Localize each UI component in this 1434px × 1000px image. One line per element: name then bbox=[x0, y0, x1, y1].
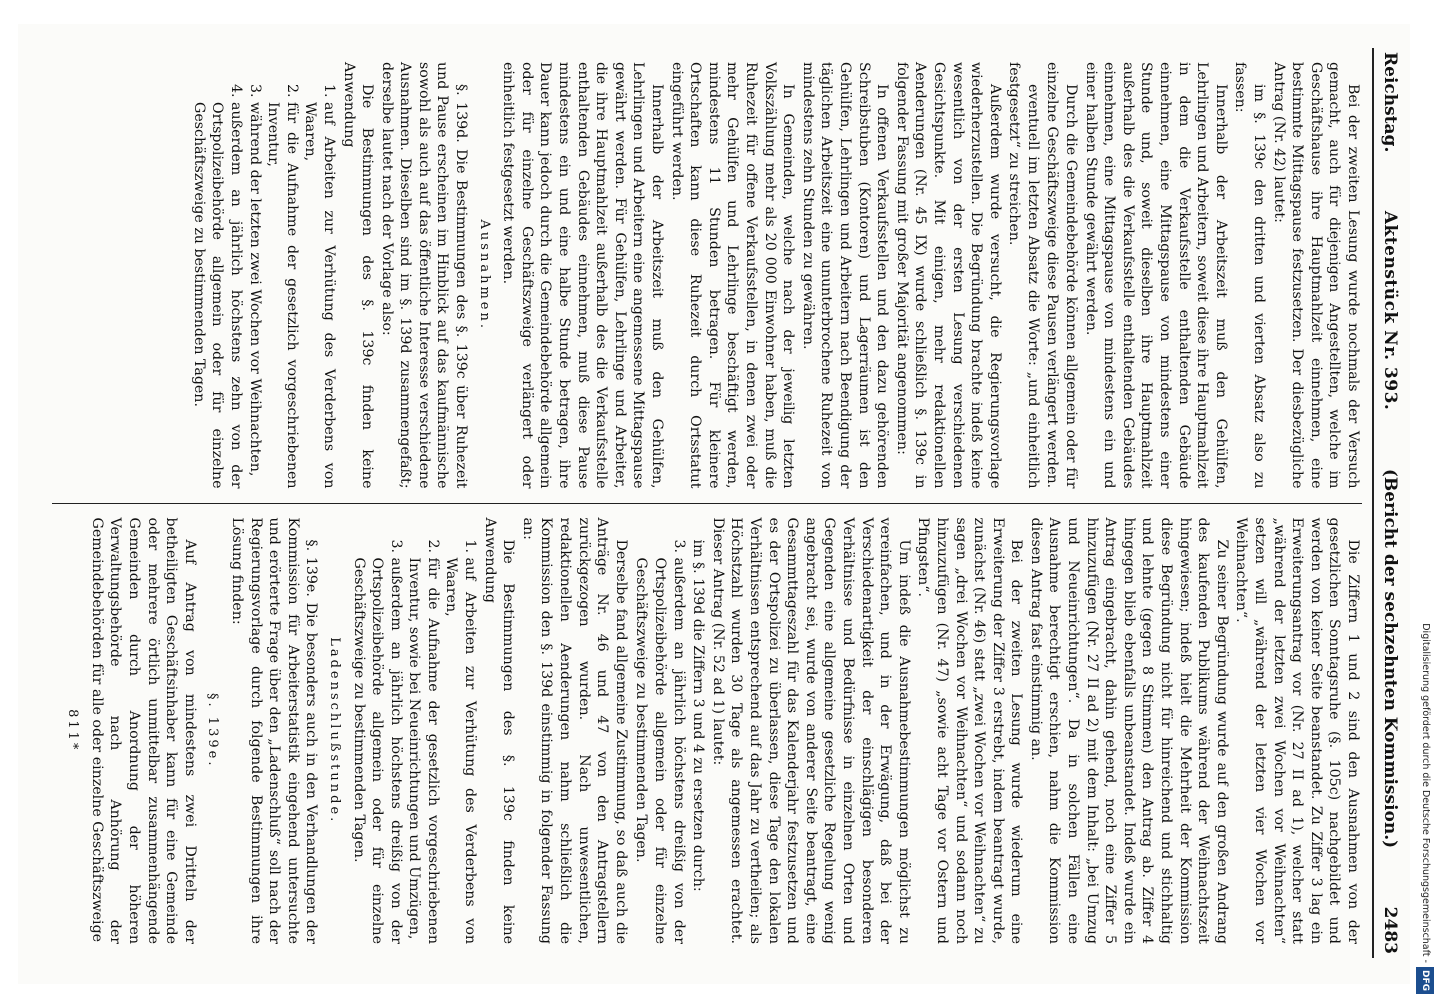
dfg-logo: DFG bbox=[1416, 967, 1434, 994]
paragraph: Die Bestimmungen des §. 139c finden keine Anwendung bbox=[481, 517, 517, 944]
paragraph-heading: §. 139e. bbox=[205, 693, 221, 769]
list-item: 2. für die Aufnahme der gesetzlich vorgeschriebenen Inventur, sowie bei Neueinrichtungen und Umzügen, bbox=[405, 558, 442, 945]
right-column bbox=[52, 504, 1362, 959]
paragraph: Zu seiner Begründung wurde auf den großen Andrang des kaufenden Publikums während der Weihnachtszeit hingewiesen; indeß hielt die Mehrheit der Kommission diese Begründung nicht für hinreichend und stichhaltig und lehnte (gegen 8 Stimmen) den Antrag ab. Ziffer 4 hingegen blieb ebenfalls unbeanstandet. Indeß wurde ein Antrag eingebracht, dahin gehend, noch eine Ziffer 5 hinzuzufügen (Nr. 27 II ad 2) mit dem Inhalt: „bei Umzug und Neueinrichtungen“. Da in solchen Fällen eine Ausnahme berechtigt erschien, nahm die Kommission diesen Antrag fast einstimmig an. bbox=[1027, 517, 1230, 944]
page-header bbox=[1372, 48, 1400, 958]
header-left: Reichstag. bbox=[1380, 52, 1400, 153]
list-item: 1. auf Arbeiten zur Verhütung des Verderbens von Waaren, bbox=[442, 558, 479, 945]
header-report-title: (Bericht der sechzehnten Kommission.) bbox=[1380, 468, 1400, 849]
list-item: 2. für die Aufnahme der gesetzlich vorgeschriebenen Inventur, bbox=[264, 102, 301, 489]
paragraph: im §. 139d die Ziffern 3 und 4 zu ersetzen durch: bbox=[690, 539, 707, 892]
paragraph: Innerhalb der Arbeitszeit muß den Gehülfen, Lehrlingen und Arbeitern eine angemessene Mittagspause gewährt werden. Für Gehülfen, Lehrlinge und Arbeiter, die ihre Hauptmahlzeit außerhalb des die Verkaufsstelle enthaltenden Gebäudes einnehmen, muß diese Pause mindestens ein und eine halbe Stunde betragen, ihre Dauer kann jedoch durch die Gemeindebehörde allgemein oder für einzelne Geschäftszweige verlängert oder einheitlich festgesetzt werden. bbox=[500, 62, 666, 489]
list-item: 3. während der letzten zwei Wochen vor Weihnachten, bbox=[245, 102, 264, 489]
scanned-page bbox=[18, 24, 1410, 984]
paragraph: §. 139e. Die besonders auch in den Verhandlungen der Kommission für Arbeiterstatistik eingehend untersuchte und erörterte Frage über den „Ladenschluß“ soll nach der Regierungsvorlage durch folgende Bestimmungen ihre Lösung finden: bbox=[228, 517, 320, 944]
paragraph: Derselbe fand allgemeine Zustimmung, so daß auch die Anträge Nr. 46 und 47 von den Antragstellern zurückgezogen wurden. Nach unwesentlichen, redaktionellen Aenderungen nahm schließlich die Kommission den §. 139d einstimmig in folgender Fassung an: bbox=[519, 517, 629, 944]
paragraph: Durch die Gemeindebehörde können allgemein oder für einzelne Geschäftszweige diese Pausen verlängert werden. bbox=[1044, 62, 1080, 489]
paragraph: Außerdem wurde versucht, die Regierungsvorlage wiederherzustellen. Die Begründung brachte indeß keine wesentlich von der ersten Lesung verschiedenen Gesichtspunkte. Mit einigen, mehr redaktionellen Aenderungen (Nr. 45 IX) wurde schließlich §. 139c in folgender Fassung mit großer Majorität angenommen: bbox=[893, 62, 1003, 489]
paragraph: Bei der zweiten Lesung wurde nochmals der Versuch gemacht, auch für diejenigen Angestellten, welche im Geschäftshause ihre Hauptmahlzeit einnehmen, eine bestimmte Mittagspause festzusetzen. Der diesbezügliche Antrag (Nr. 42) lautet: bbox=[1270, 62, 1361, 489]
stamp-text bbox=[1416, 0, 1434, 1000]
list-item: 4. außerdem an jährlich höchstens zehn von der Ortspolizeibehörde allgemein oder für einzelne Geschäftszweige zu bestimmenden Tagen. bbox=[189, 102, 245, 489]
two-column-body bbox=[52, 48, 1362, 958]
document-page bbox=[18, 24, 1410, 984]
paragraph: eventuell im letzten Absatz die Worte: „und einheitlich festgesetzt“ zu streichen. bbox=[1006, 62, 1041, 489]
digitization-stamp bbox=[1416, 0, 1434, 1000]
exceptions-list bbox=[349, 518, 479, 945]
list-item: 1. auf Arbeiten zur Verhütung des Verderbens von Waaren, bbox=[301, 102, 338, 489]
paragraph: im §. 139c den dritten und vierten Absatz also zu fassen: bbox=[1232, 62, 1268, 489]
paragraph: Die Ziffern 1 und 2 sind den Ausnahmen von der gesetzlichen Sonntagsruhe (§. 105c) nachgebildet und werden von keiner Seite beanstandet. Zu Ziffer 3 lag ein Erweiterungsantrag vor (Nr. 27 II ad 1), welcher statt „während der letzten zwei Wochen vor Weihnachten“ setzen will „während der letzten vier Wochen vor Weihnachten“. bbox=[1233, 517, 1361, 944]
section-heading: Ausnahmen. bbox=[476, 219, 492, 331]
paragraph: Um indeß die Ausnahmebestimmungen möglichst zu vereinfachen, und in der Erwägung, daß bei der Verschiedenartigkeit der einschlägigen besonderen Verhältnisse und Bedürfnisse in einzelnen Orten und Gegenden eine allgemeine gesetzliche Regelung wenig angebracht sei, wurde von anderer Seite beantragt, eine Gesammttageszahl für das Kalenderjahr festzusetzen und es der Ortspolizei zu überlassen, diese Tage den lokalen Verhältnissen entsprechend auf das Jahr zu vertheilen; als Höchstzahl wurden 30 Tage als angemessen erachtet. Dieser Antrag (Nr. 52 ad 1) lautet: bbox=[709, 517, 912, 944]
paragraph: In Gemeinden, welche nach der jeweilig letzten Volkszählung mehr als 20 000 Einwohner haben, muß die Ruhezeit für offene Verkaufsstellen, in denen zwei oder mehr Gehülfen und Lehrlinge beschäftigt werden, mindestens 11 Stunden betragen. Für kleinere Ortschaften kann diese Ruhezeit durch Ortsstatut eingeführt werden. bbox=[668, 62, 797, 489]
paragraph: Auf Antrag von mindestens zwei Dritteln der betheiligten Geschäftsinhaber kann für eine Gemeinde oder mehrere örtlich unmittelbar zusammenhängende Gemeinden durch Anordnung der höheren Verwaltungsbehörde nach Anhörung der Gemeindebehörden für alle oder einzelne Geschäftszweige bbox=[88, 517, 198, 944]
left-column bbox=[52, 48, 1362, 503]
paragraph: Innerhalb der Arbeitszeit muß den Gehülfen, Lehrlingen und Arbeitern, soweit diese ihre Hauptmahlzeit in dem die Verkaufsstelle enthaltenden Gebäude einnehmen, eine Mittagspause von mindestens einer Stunde und, soweit dieselben ihre Hauptmahlzeit außerhalb des die Verkaufsstelle enthaltenden Gebäudes einnehmen, eine Mittagspause von mindestens ein und einer halben Stunde gewährt werden. bbox=[1082, 62, 1229, 489]
exceptions-list bbox=[189, 62, 338, 489]
list-item: 3. außerdem an jährlich höchstens dreißig von der Ortspolizeibehörde allgemein oder für einzelne Geschäftszweige zu bestimmenden Tagen. bbox=[632, 558, 688, 945]
stamp-label: Digitalisierung gefördert durch die Deutsche Forschungsgemeinschaft - bbox=[1420, 623, 1431, 963]
header-document-number: Aktenstück Nr. 393. bbox=[1380, 210, 1400, 411]
paragraph: In offenen Verkaufsstellen und den dazu gehörenden Schreibstuben (Kontoren) und Lagerräumen ist den Gehülfen, Lehrlingen und Arbeitern nach Beendigung der täglichen Arbeitszeit eine ununterbrochene Ruhezeit von mindestens zehn Stunden zu gewähren. bbox=[799, 62, 891, 489]
amendment-list bbox=[632, 518, 688, 945]
list-item: 3. außerdem an jährlich höchstens dreißig von der Ortspolizeibehörde allgemein oder für einzelne Geschäftszweige zu bestimmenden Tagen. bbox=[349, 558, 405, 945]
page-number: 2483 bbox=[1380, 906, 1400, 954]
section-heading: Ladenschlußstunde. bbox=[326, 637, 342, 825]
paragraph: Die Bestimmungen des §. 139c finden keine Anwendung bbox=[340, 62, 376, 489]
footer-mark: 811* bbox=[65, 709, 81, 753]
paragraph: Bei der zweiten Lesung wurde wiederum eine Erweiterung der Ziffer 3 erstrebt, indem beantragt wurde, zunächst (Nr. 46) statt „zwei Wochen vor Weihnachten“ zu sagen „drei Wochen vor Weihnachten“ und sodann noch hinzuzufügen (Nr. 47) „sowie acht Tage vor Ostern und Pfingsten“. bbox=[915, 517, 1025, 944]
paragraph: §. 139d. Die Bestimmungen des §. 139c über Ruhezeit und Pause erscheinen im Hinblick auf das kaufmännische sowohl als auch auf das öffentliche Interesse verschiedene Ausnahmen. Dieselben sind im §. 139d zusammengefaßt; derselbe lautet nach der Vorlage also: bbox=[378, 62, 470, 489]
